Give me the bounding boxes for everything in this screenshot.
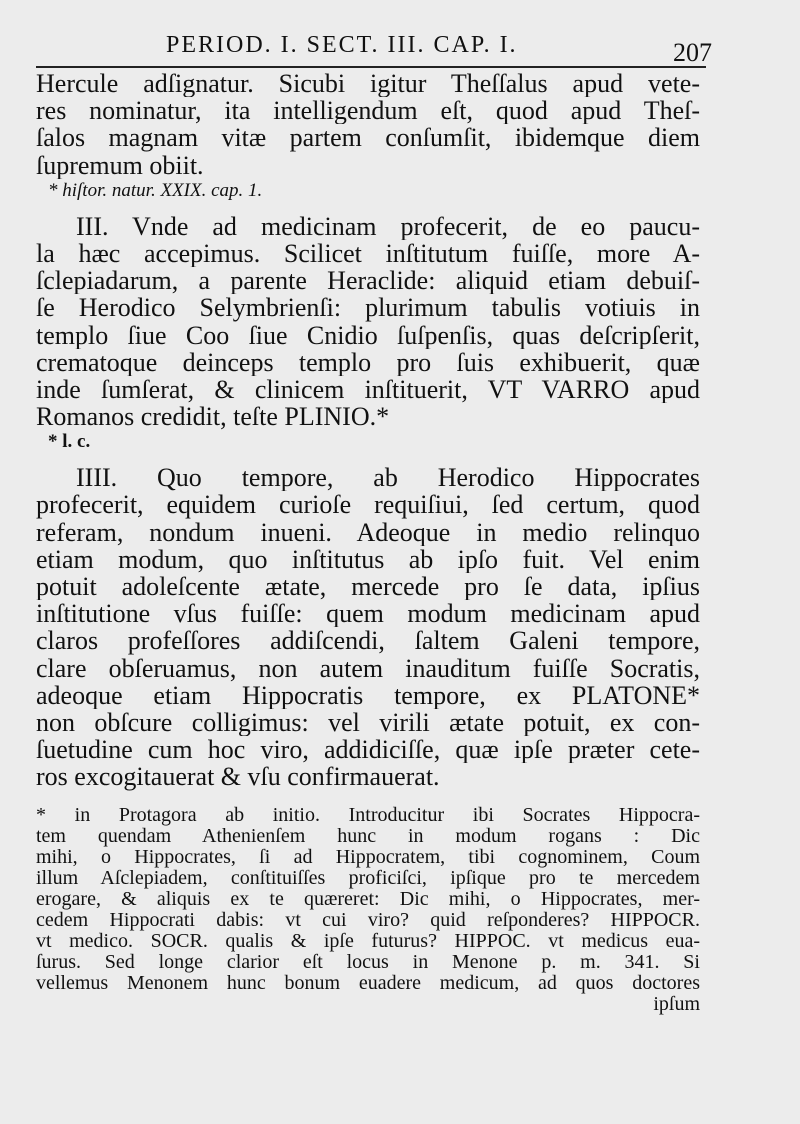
footnote-line: vt medico. SOCR. qualis & ipſe futurus? HIPPOC. vt medicus eua- [36,930,700,952]
text-line: III. Vnde ad medicinam profecerit, de eo paucu- [76,212,700,240]
text-line: res nominatur, ita intelligendum eſt, quod apud Theſ- [36,97,700,125]
page-body [36,70,700,1015]
text-line: ſupremum obiit. [36,151,204,179]
text-line: ros excogitauerat & vſu confirmauerat. [36,763,440,791]
marginal-note-historia: * hiſtor. natur. XXIX. cap. 1. [48,179,263,201]
running-head-title: PERIOD. I. SECT. III. CAP. I. [166,32,518,58]
footnote-line: illum Aſclepiadem, conſtituiſſes proficiſci, ipſique pro te mercedem [36,867,700,889]
running-head [36,30,712,68]
text-line: IIII. Quo tempore, ab Herodico Hippocrates [76,464,700,492]
footnote-line: erogare, & aliquis ex te quæreret: Dic mihi, o Hippocrates, mer- [36,888,700,910]
page-number: 207 [673,38,712,67]
footnote [36,805,700,1015]
text-line: crematoque deinceps templo pro ſuis exhibuerit, quæ [36,348,700,376]
text-line: ſuetudine cum hoc viro, addidiciſſe, quæ ipſe præter cete- [36,736,700,764]
marginal-note-lc: * l. c. [48,431,91,453]
paragraph-IIII [36,464,700,790]
text-line: non obſcure colligimus: vel virili ætate potuit, ex con- [36,708,700,737]
catchword: ipſum [653,993,700,1015]
text-line: etiam modum, quo inſtitutus ab ipſo fuit. Vel enim [36,545,700,573]
text-line: ſclepiadarum, a parente Heraclide: aliquid etiam debuiſ- [36,267,700,295]
text-line: Hercule adſignatur. Sicubi igitur Theſſalus apud vete- [36,70,700,98]
text-line: adeoque etiam Hippocratis tempore, ex PLATONE* [36,681,700,709]
text-line: Romanos credidit, teſte PLINIO.* [36,403,390,431]
text-line: potuit adoleſcente ætate, mercede pro ſe data, ipſius [36,573,700,601]
text-line: clare obſeruamus, non autem inauditum fuiſſe Socratis, [36,654,700,682]
text-line: ſe Herodico Selymbrienſi: plurimum tabulis votiuis in [36,294,700,322]
text-line: la hæc accepimus. Scilicet inſtitutum fuiſſe, more A- [36,239,700,268]
paragraph-III [36,213,700,431]
footnote-line: cedem Hippocrati dabis: vt cui viro? quid reſponderes? HIPPOCR. [36,909,700,931]
text-line: inde ſumſerat, & clinicem inſtituerit, VT VARRO apud [36,375,700,404]
footnote-line: vellemus Menonem hunc bonum euadere medicum, ad quos doctores [36,972,700,994]
footnote-line: tem quendam Athenienſem hunc in modum rogans : Dic [36,825,700,847]
paragraph-continuation [36,70,700,179]
text-line: ſalos magnam vitæ partem conſumſit, ibidemque diem [36,124,700,152]
footnote-line: ſurus. Sed longe clarior eſt locus in Menone p. m. 341. Si [36,951,700,973]
text-line: profecerit, equidem curioſe requiſiui, ſed certum, quod [36,491,700,519]
footnote-line: * in Protagora ab initio. Introducitur ibi Socrates Hippocra- [36,804,700,826]
text-line: templo ſiue Coo ſiue Cnidio ſuſpenſis, quas deſcripſerit, [36,321,700,349]
text-line: referam, nondum inueni. Adeoque in medio relinquo [36,518,700,546]
text-line: inſtitutione vſus fuiſſe: quem modum medicinam apud [36,600,700,628]
footnote-line: mihi, o Hippocrates, ſi ad Hippocratem, tibi cognominem, Coum [36,846,700,868]
text-line: claros profeſſores addiſcendi, ſaltem Galeni tempore, [36,627,700,655]
